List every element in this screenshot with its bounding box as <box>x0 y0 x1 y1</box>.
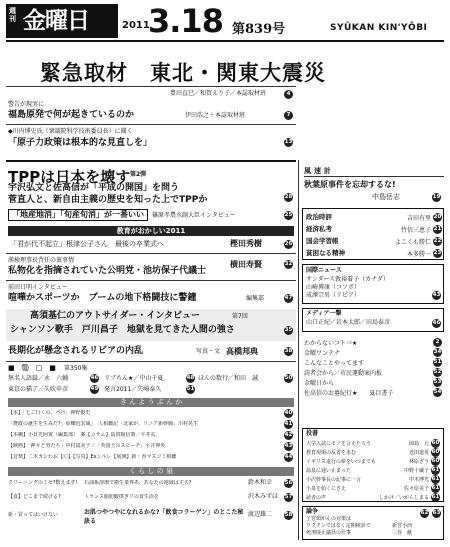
issue-number: 第839号 <box>232 22 286 37</box>
letter-row <box>306 475 440 484</box>
warn-title: 福島原発で何が起きているのか <box>8 110 135 120</box>
column-row <box>306 212 442 222</box>
divider <box>6 124 296 125</box>
kurashi-desc: 石油系溶剤で衛生業界あ、あなたの地域は丈夫? <box>84 480 192 486</box>
media-label: メディア一撃 <box>306 310 342 317</box>
page-number: 4 <box>284 90 293 99</box>
mini-item: 無名人語録／永 六輔 <box>8 375 69 382</box>
column-divider <box>298 160 299 540</box>
kokusai-label: 国際ニュース <box>306 267 342 274</box>
page-number: 28 <box>284 194 293 200</box>
letter-row <box>306 493 440 502</box>
letter-title: 小沢幹事長の記事に一言 <box>306 477 362 483</box>
magazine-logo <box>6 4 118 38</box>
kyoiku-title: 「君が代不起立」根津公子さん 最後の卒業式へ <box>10 240 164 248</box>
page-number: 56 <box>284 480 293 486</box>
letter-author: 林原ざう <box>408 459 429 465</box>
letter-author: 佐々原美子 <box>403 486 429 492</box>
misc-row <box>304 348 442 357</box>
ronsou-line: 死刑廃止議員の仕事 <box>306 530 352 536</box>
bunka-item: 【本】「七ご行くの、パパ」神野俊史 <box>8 410 91 416</box>
fudan-title: 秋葉原事件を忘却するな! <box>304 180 396 189</box>
page-number: 44 <box>284 454 293 460</box>
misc-row <box>304 358 442 367</box>
cover-byline-2: 伊田浩之＋本誌取材班 <box>185 112 246 119</box>
libya-author: 高橋邦典 <box>226 347 258 356</box>
kurashi-byline: 渡辺雄二 <box>248 511 273 518</box>
page-number: 34 <box>433 349 442 355</box>
mini-item: 東京の猫了／失吹申彦 <box>8 386 69 393</box>
logo-small-text: 週刊 <box>9 7 16 23</box>
letter-author: 中野十蔵子 <box>403 468 429 474</box>
issue-date: 3.18 <box>148 2 223 40</box>
kyoiku-byline: 樫田秀樹 <box>230 239 262 248</box>
interview-title: 「原子力政策は根本的な見直しを」 <box>8 138 153 148</box>
letter-row <box>306 448 440 457</box>
letter-row <box>306 484 440 493</box>
misc-title: こんなことやってます <box>304 360 365 367</box>
misc-title: 読者会から／市民運動案内板 <box>304 370 383 377</box>
letter-title: イギリス退行の夢をいつまでも <box>306 459 376 465</box>
mini-issue: 第350集 <box>64 365 88 372</box>
ronsou-author: 新宮小西 <box>392 523 413 529</box>
tpp-line-2: 菅直人と、新自由主義の歴史を知った上でTPPか <box>8 195 208 205</box>
page-number: 51 <box>433 359 442 365</box>
kurashi-item: 【食】どこまで続ける? <box>8 494 61 500</box>
page-number: 47 <box>284 295 293 301</box>
outside-part: 第7回 <box>232 313 248 320</box>
mini-item: ほんの数行／和田 誠 <box>198 375 259 382</box>
maeda-kicker: 前田日明インタビュー <box>8 284 68 291</box>
outside-title: シャンソン歌手 戸川昌子 地獄を見てきた人間の強さ <box>10 325 235 335</box>
kyoiku-bar: 教育がおかしい2011 <box>8 226 294 236</box>
page-number: 61 <box>431 476 440 482</box>
column-author: よこくも勝仁 <box>394 238 431 246</box>
letter-title: 読者の声 <box>306 495 327 501</box>
ronsou-line: 子宮頸がんの対策は <box>306 516 352 522</box>
letter-author: 近田道英 <box>408 450 429 456</box>
misc-title: 金曜ワンテナ <box>304 350 341 357</box>
page-number: 58 <box>284 512 293 518</box>
cover-byline-1: 豊田直巳／和賀えり子／本誌取材班 <box>170 90 267 97</box>
letter-title: 温泉に通い止まった <box>306 468 352 474</box>
page-number: 54 <box>433 389 442 395</box>
misc-row <box>304 388 442 397</box>
kokusai-line: 山崎博康（コソボ） <box>306 284 361 291</box>
page-number: 63 <box>432 510 441 516</box>
ronsou-author: 三谷 献 <box>392 530 413 536</box>
kurashi-desc: お肌つやつやになれるかな?「飲食コラーゲン」のとこた秘訣る <box>84 509 244 525</box>
tpp-part: 第2弾 <box>130 171 147 178</box>
mini-icons: ■ ⑪ □ ■ <box>8 364 56 372</box>
kaigai-byline: 横田寿賢 <box>230 260 262 269</box>
issue-year: 2011 <box>122 20 150 31</box>
page-number: 61 <box>431 467 440 473</box>
mini-item: リブちん★／中山千夏 <box>104 375 164 382</box>
page-number: 2 <box>433 338 442 347</box>
kokusai-line: 成澤宗男（リビア） <box>306 292 361 299</box>
warn-kicker: 警告が現実に <box>8 101 45 108</box>
column-row <box>306 248 442 258</box>
kokusai-line: サンダース敦裕着子（カナダ） <box>306 276 390 283</box>
kurashi-bar: く ら し の 泉 <box>8 467 294 476</box>
mini-item: 発言2011／矢崎泰久 <box>104 386 162 393</box>
page-number: 61 <box>431 485 440 491</box>
page-number: 57 <box>284 494 293 500</box>
letter-title: 小泉を始くにさえ <box>306 486 347 492</box>
letter-title: 教育現場の反省を求む <box>306 450 357 456</box>
page-number: 21 <box>433 225 442 232</box>
page-number: 38 <box>284 348 293 354</box>
page-number: 50 <box>284 375 293 381</box>
page-number: 13 <box>284 139 293 145</box>
page-number: 22 <box>433 237 442 244</box>
page-number: 32 <box>284 261 293 267</box>
bunka-bar: き ん よ う ぶ ん か <box>8 398 294 407</box>
tpp-line-1: 宇沢弘文と佐高信が「平成の開国」を問う <box>8 183 180 193</box>
ronsou-line: ワクチンではなく定期検診で <box>306 523 371 529</box>
page-number: 49 <box>90 386 99 392</box>
kaigai-title: 私物化を指摘されていた公明党・池坊保子代議士 <box>8 266 207 276</box>
tpp-sub-byline: 篠原孝農水副大臣インタビュー <box>152 212 236 219</box>
page-number: 62 <box>420 510 429 516</box>
page-number: 20 <box>433 213 442 220</box>
kurashi-item: 新・買ってはいけない <box>8 512 59 518</box>
media-line: 山口正紀／岩本太郎／田島泰彦 <box>306 319 391 326</box>
section-rule <box>6 160 296 162</box>
page-number: 60 <box>431 458 440 464</box>
libya-by: 写真・文 <box>196 348 221 355</box>
misc-row <box>304 378 442 387</box>
page-number: 51 <box>186 386 195 392</box>
page-number: 53 <box>433 379 442 385</box>
english-title: SYŪKAN KIN'YŌBI <box>330 23 428 33</box>
page-number: 26 <box>284 241 293 247</box>
page-number: 52 <box>433 369 442 375</box>
misc-row <box>304 368 442 377</box>
page-number: 61 <box>431 494 440 500</box>
page-number: 43 <box>432 292 441 298</box>
column-title: 貧困なる精神 <box>306 249 345 257</box>
column-author: 竹信三恵子 <box>400 226 431 234</box>
page-number: 43 <box>284 443 293 449</box>
bunka-item: 【映画】「神々と男たち」中村富美子／「英国王のスピーチ」平井伸英 <box>8 443 166 449</box>
page-number: 7 <box>284 111 293 120</box>
column-title: 国会学習帳 <box>306 237 339 245</box>
page-number: 23 <box>433 249 442 256</box>
column-title: 経済私考 <box>306 225 332 233</box>
letter-author: 中木博光 <box>408 477 429 483</box>
letter-row <box>306 439 440 448</box>
libya-title: 長期化が懸念されるリビアの内乱 <box>8 346 144 356</box>
column-row <box>306 224 442 234</box>
divider <box>6 253 296 254</box>
masthead-rule <box>6 40 444 42</box>
misc-title: 佐高信のお墓紀行★ 夏目書子 <box>304 390 394 397</box>
outside-bar: 高須基仁のアウトサイダー・インタビュー <box>30 311 201 321</box>
bunka-item: 【本棚】小貝光阿寅（編集部） 案【コラム】島貫陽信策／平井玄 <box>8 432 156 438</box>
letter-title: 大学入試にモノを言えたろう <box>306 441 371 447</box>
divider <box>6 280 296 281</box>
page-number: 46 <box>432 320 441 326</box>
kurashi-item: クリーニングのミセ?数えます! <box>8 480 78 486</box>
divider <box>6 361 296 362</box>
tpp-title: TPPは日本を壊す <box>8 168 131 186</box>
misc-title: 金曜日から <box>304 380 335 387</box>
column-row <box>306 236 442 246</box>
page-number: 41 <box>284 421 293 427</box>
column-author: 吉田有里 <box>406 214 431 222</box>
letter-row <box>306 466 440 475</box>
maeda-title: 喧嘩かスポーツか ブームの地下格闘技に警鐘 <box>8 293 197 303</box>
page-number: 60 <box>431 440 440 446</box>
page-number: 60 <box>431 449 440 455</box>
page-number: 35 <box>284 327 293 333</box>
interview-kicker: ◆川内博史氏（衆議院科学技術委員長）に聞く <box>8 128 133 135</box>
logo-title: 金曜日 <box>23 8 89 34</box>
fudan-byline: 中島岳志 <box>372 193 400 201</box>
letter-author: しかけ／いがらしまる <box>378 495 429 501</box>
bunka-item: 「農政の誕生を生みだ?」原蝶近宏風」 人相鑑記「北家が、リニア新幹線」川村晃生 <box>8 421 199 427</box>
page-number: 46 <box>90 375 99 381</box>
page-number: 19 <box>432 194 441 200</box>
divider <box>6 86 296 87</box>
page-number: 25 <box>284 212 293 218</box>
fudan-label: 風速計 <box>304 167 444 177</box>
kaigai-kicker: 漢検理事長背任の裏事情 <box>8 257 75 264</box>
cover-headline: 緊急取材 東北・関東大震災 <box>40 61 326 85</box>
seki-label: 投書 <box>306 430 319 437</box>
tpp-sub-title: 「地産地消」「旬産旬消」が一番いい <box>8 209 148 221</box>
kurashi-byline: 沢木みずほ <box>248 493 279 500</box>
kurashi-desc: トランス脂肪酸撲ぎリの食生活を <box>84 494 159 500</box>
kurashi-byline: 鈴木和幸 <box>248 479 273 486</box>
ronsou-label: 論争 <box>306 508 319 515</box>
column-author: 本多勝一 <box>406 250 431 258</box>
letter-author: 岡島 元 <box>408 441 429 447</box>
misc-row <box>304 338 442 347</box>
page-number: 40 <box>284 410 293 416</box>
page-number: 48 <box>186 375 195 381</box>
misc-title: わからないコトバ★ <box>304 340 358 347</box>
bunka-item: 【音楽】二木カシわお【Ⓒ】【写真】Exシルレ【展開】新・香マスコミ相鑑 <box>8 454 177 460</box>
maeda-byline: 編集部 <box>246 295 265 302</box>
letter-row <box>306 457 440 466</box>
page-number: 42 <box>284 432 293 438</box>
column-title: 政治時評 <box>306 213 332 221</box>
